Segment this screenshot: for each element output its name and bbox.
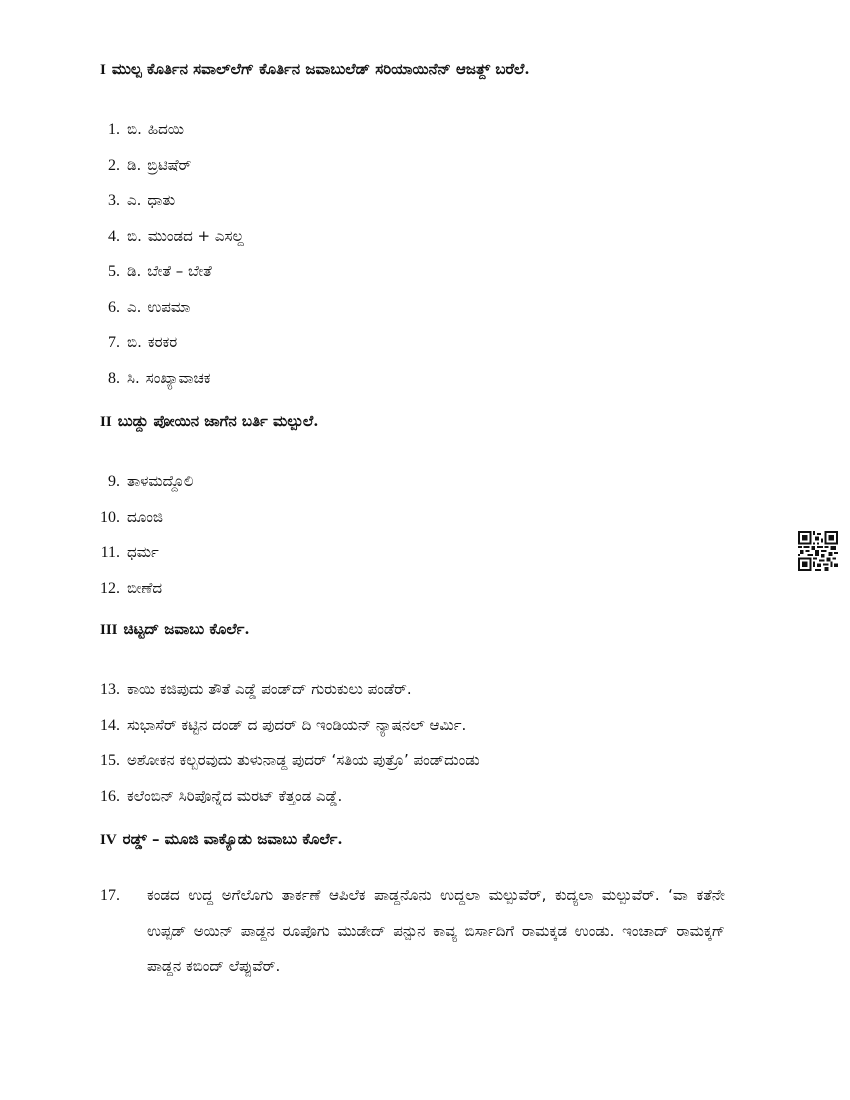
- section-heading: [100, 829, 790, 850]
- list-item: [100, 254, 790, 290]
- short-answer-list: [100, 672, 790, 814]
- item-number: 8.: [108, 369, 120, 387]
- item-number: 2.: [108, 156, 120, 174]
- list-item: [100, 779, 790, 815]
- section-number: I: [100, 62, 106, 78]
- item-number: 16.: [100, 787, 120, 805]
- item-text: ಬೀಣೆದ: [127, 578, 163, 597]
- list-item: [100, 183, 790, 219]
- list-item: [100, 500, 790, 536]
- option-letter: ಬಿ.: [127, 226, 142, 245]
- list-item: [100, 672, 790, 708]
- list-item: [100, 290, 790, 326]
- list-item: [100, 535, 790, 571]
- item-text: ಕಂಡದ ಉದ್ದ ಅಗೆಲೊಗು ತಾರ್ಕಣೆ ಆಪಿಲೆಕ ಪಾಡ್ದನೊನು ಉದ್ದಲಾ ಮಲ್ಪುವೆರ್, ಕುದ್ಯಲಾ ಮಲ್ಪುವೆರ್. ‘ವಾ ಕತೆನೇ ಉಪ್ಪಡ್ ಅಯಿನ್ ಪಾಡ್ದನ ರೂಪೊಗು ಮುಡೇದ್ ಪನ್ಪುನ ಕಾವ್ಯ ಬಿರ್ಸಾದಿಗೆ ರಾಮಕ್ಕಡ ಉಂಡು. ಇಂಚಾದ್ ರಾಮಕ್ಕಗ್ ಪಾಡ್ದನ ಕಬಿಂದ್ ಲೆಪ್ಪುವೆರ್.: [147, 886, 725, 975]
- section-number: IV: [100, 832, 117, 848]
- item-text: ಕರಕರ: [147, 333, 178, 351]
- item-number: 13.: [100, 681, 120, 698]
- item-number: 15.: [100, 752, 120, 769]
- item-number: 10.: [100, 508, 120, 526]
- list-item: [100, 708, 790, 744]
- option-letter: ಎ.: [127, 297, 142, 316]
- list-item: [100, 219, 790, 255]
- section-3: [100, 619, 790, 814]
- list-item: [100, 112, 790, 148]
- item-number: 17.: [100, 887, 120, 904]
- section-2: [100, 411, 790, 606]
- item-number: 7.: [108, 334, 120, 351]
- option-letter: ಡಿ.: [127, 262, 142, 280]
- fill-in-list: [100, 464, 790, 606]
- item-number: 5.: [108, 263, 120, 280]
- section-heading-text: ಬುಡ್ದು ಪೋಯಿನ ಜಾಗೆನ ಬರ್ತಿ ಮಲ್ಪುಲೆ.: [117, 412, 319, 430]
- qr-code-icon: [798, 531, 838, 571]
- option-letter: ಸಿ.: [127, 368, 140, 387]
- item-text: ಕಲೆಂಬಿನ್ ಸಿರಿಪೊನ್ನೆದ ಮರಟ್ ಕೆತ್ತಂಡ ಎಡ್ಡೆ.: [127, 786, 343, 805]
- section-heading-text: ಮುಲ್ಪ ಕೊರ್ತಿನ ಸವಾಲ್‌ಲೆಗ್ ಕೊರ್ತಿನ ಜವಾಬುಲೆಡ್ ಸರಿಯಾಯಿನೆನ್ ಆಜತ್ದ್ ಬರೆಲೆ.: [111, 60, 530, 78]
- section-heading: [100, 59, 790, 80]
- section-heading-text: ರಡ್ಡ್ – ಮೂಜಿ ವಾಕ್ಯೊಡು ಜವಾಬು ಕೊರ್ಲೆ.: [122, 830, 343, 848]
- item-number: 1.: [108, 121, 120, 138]
- option-letter: ಎ.: [127, 191, 142, 209]
- answer-list: [100, 112, 790, 396]
- item-number: 14.: [100, 716, 120, 734]
- list-item: [100, 743, 790, 779]
- item-text: ಧಾತು: [147, 191, 176, 209]
- item-text: ಮುಂಡದ + ಎಸಲ್ದ: [147, 226, 244, 245]
- item-text: ಅಶೋಕನ ಕಲ್ಬರವುದು ತುಳುನಾಡ್ದ ಪುದರ್ ‘ಸತಿಯ ಪುತ್ರೊ’ ಪಂಡ್‌ದುಂಡು: [127, 751, 480, 769]
- item-number: 3.: [108, 192, 120, 209]
- section-4: [100, 829, 790, 985]
- list-item: [100, 148, 790, 184]
- item-text: ಹಿದಯಿ: [147, 120, 184, 138]
- option-letter: ಡಿ.: [127, 155, 142, 174]
- item-text: ಉಪಮಾ: [147, 297, 191, 316]
- item-number: 12.: [100, 579, 120, 597]
- section-1: [100, 59, 790, 396]
- item-number: 4.: [108, 227, 120, 245]
- list-item: [100, 464, 790, 500]
- section-heading: [100, 411, 790, 432]
- section-heading-text: ಚಿಟ್ಟದ್ ಜವಾಬು ಕೊರ್ಲೆ.: [123, 620, 250, 638]
- item-text: ದೂಂಜಿ: [127, 507, 163, 526]
- item-text: ಕಾಯಿ ಕಜಿಪುದು ತೌತೆ ಎಡ್ಡೆ ಪಂಡ್‌ದ್ ಗುರುಕುಲು ಪಂಡೆರ್.: [127, 680, 412, 698]
- section-number: II: [100, 414, 112, 430]
- item-text: ಬ್ರಿಟಿಷೆರ್: [147, 155, 192, 174]
- section-heading: [100, 619, 790, 640]
- item-number: 9.: [108, 473, 120, 490]
- item-text: ತಾಳಮದ್ದೊಲಿ: [127, 472, 194, 490]
- item-text: ಬೇತೆ – ಬೇತೆ: [147, 262, 212, 280]
- item-number: 6.: [108, 298, 120, 316]
- list-item: [100, 325, 790, 361]
- section-number: III: [100, 622, 118, 638]
- list-item: [100, 361, 790, 397]
- option-letter: ಬಿ.: [127, 333, 142, 351]
- item-text: ಧರ್ಮ: [127, 543, 159, 561]
- item-text: ಸುಭಾಸೆರ್ ಕಟ್ಟಿನ ದಂಡ್ ದ ಪುದರ್ ದಿ ಇಂಡಿಯನ್ ನ್ಯಾಷನಲ್ ಆರ್ಮಿ.: [127, 715, 467, 734]
- option-letter: ಬಿ.: [127, 120, 142, 138]
- list-item: [100, 571, 790, 607]
- list-item: [100, 878, 725, 985]
- item-text: ಸಂಖ್ಯಾವಾಚಕ: [145, 368, 211, 387]
- item-number: 11.: [100, 544, 120, 561]
